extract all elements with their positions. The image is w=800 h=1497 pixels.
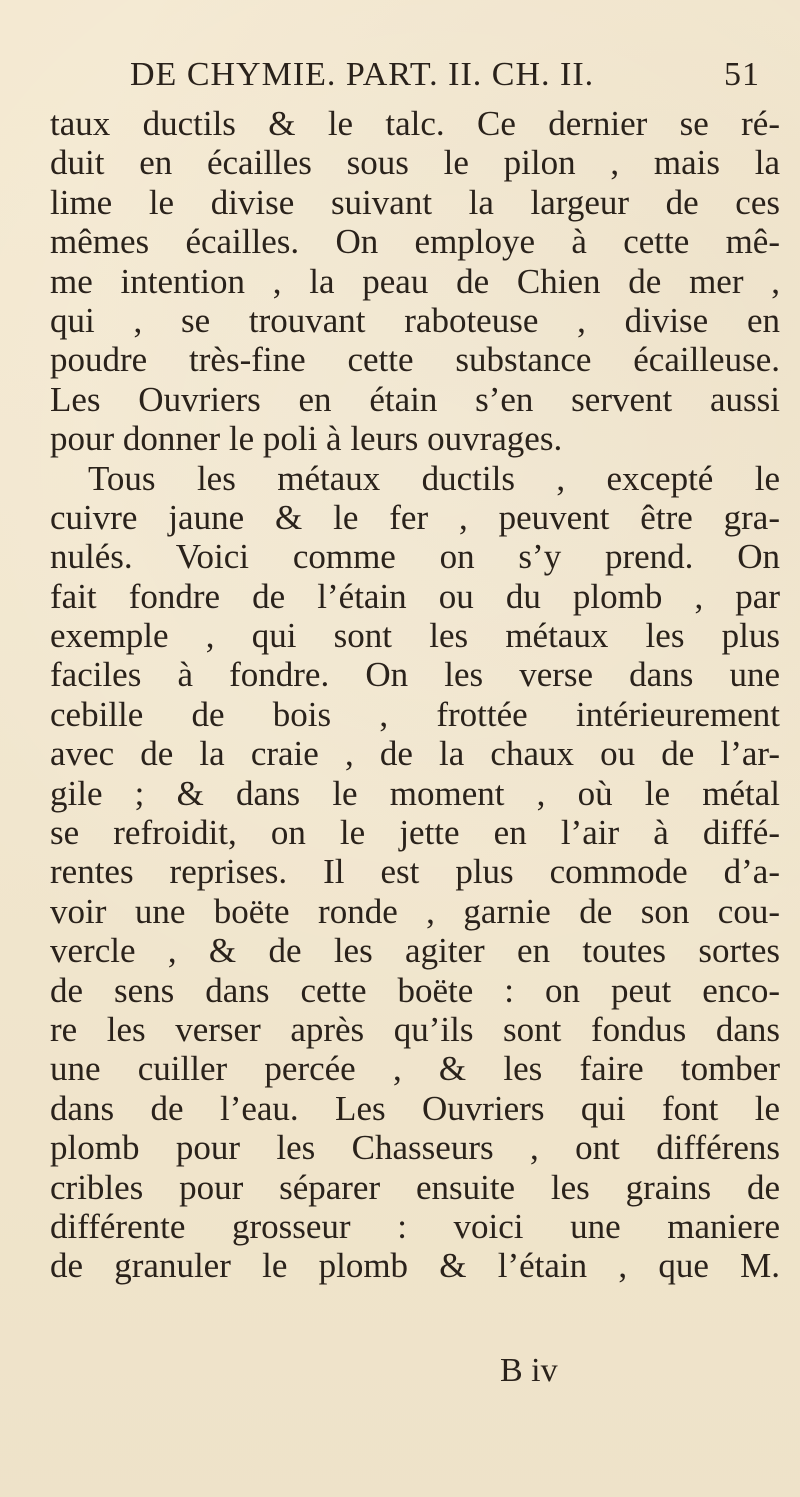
text-line: cuivre jaune & le fer , peuvent être gra- bbox=[50, 497, 780, 537]
text-line: exemple , qui sont les métaux les plus bbox=[50, 616, 780, 656]
signature-mark: B iv bbox=[500, 1352, 558, 1389]
text-line: fait fondre de l’étain ou du plomb , par bbox=[50, 576, 780, 616]
text-line: cribles pour séparer ensuite les grains de bbox=[50, 1167, 780, 1207]
running-title: DE CHYMIE. PART. II. CH. II. bbox=[130, 56, 595, 93]
text-line: nulés. Voici comme on s’y prend. On bbox=[50, 537, 780, 577]
text-line: pour donner le poli à leurs ouvrages. bbox=[50, 419, 563, 459]
text-line: différente grosseur : voici une maniere bbox=[50, 1206, 780, 1246]
text-line: qui , se trouvant raboteuse , divise en bbox=[50, 300, 780, 340]
text-line: rentes reprises. Il est plus commode d’a- bbox=[50, 852, 780, 892]
text-line: taux ductils & le talc. Ce dernier se ré- bbox=[50, 104, 780, 143]
text-line: mêmes écailles. On employe à cette mê- bbox=[50, 222, 780, 262]
text-line: de sens dans cette boëte : on peut enco- bbox=[50, 970, 780, 1010]
text-line: de granuler le plomb & l’étain , que M. bbox=[50, 1246, 780, 1286]
text-line: se refroidit, on le jette en l’air à diffé- bbox=[50, 813, 780, 853]
text-line: me intention , la peau de Chien de mer , bbox=[50, 261, 780, 301]
text-line: lime le divise suivant la largeur de ces bbox=[50, 182, 780, 222]
text-line: vercle , & de les agiter en toutes sortes bbox=[50, 931, 780, 971]
text-line: Les Ouvriers en étain s’en servent aussi bbox=[50, 379, 780, 419]
body-text bbox=[50, 104, 780, 1286]
text-line: duit en écailles sous le pilon , mais la bbox=[50, 143, 780, 183]
text-line: voir une boëte ronde , garnie de son cou- bbox=[50, 891, 780, 931]
text-line: plomb pour les Chasseurs , ont différens bbox=[50, 1128, 780, 1168]
text-line: une cuiller percée , & les faire tomber bbox=[50, 1049, 780, 1089]
text-line: dans de l’eau. Les Ouvriers qui font le bbox=[50, 1088, 780, 1128]
text-line: poudre très-fine cette substance écailleuse. bbox=[50, 340, 780, 380]
text-line: re les verser après qu’ils sont fondus dans bbox=[50, 1009, 780, 1049]
page-number: 51 bbox=[724, 56, 760, 93]
text-line: avec de la craie , de la chaux ou de l’ar- bbox=[50, 734, 780, 774]
text-line: cebille de bois , frottée intérieurement bbox=[50, 694, 780, 734]
text-line: gile ; & dans le moment , où le métal bbox=[50, 773, 780, 813]
text-line: Tous les métaux ductils , excepté le bbox=[88, 458, 780, 498]
page-header bbox=[0, 56, 800, 102]
text-line: faciles à fondre. On les verse dans une bbox=[50, 655, 780, 695]
